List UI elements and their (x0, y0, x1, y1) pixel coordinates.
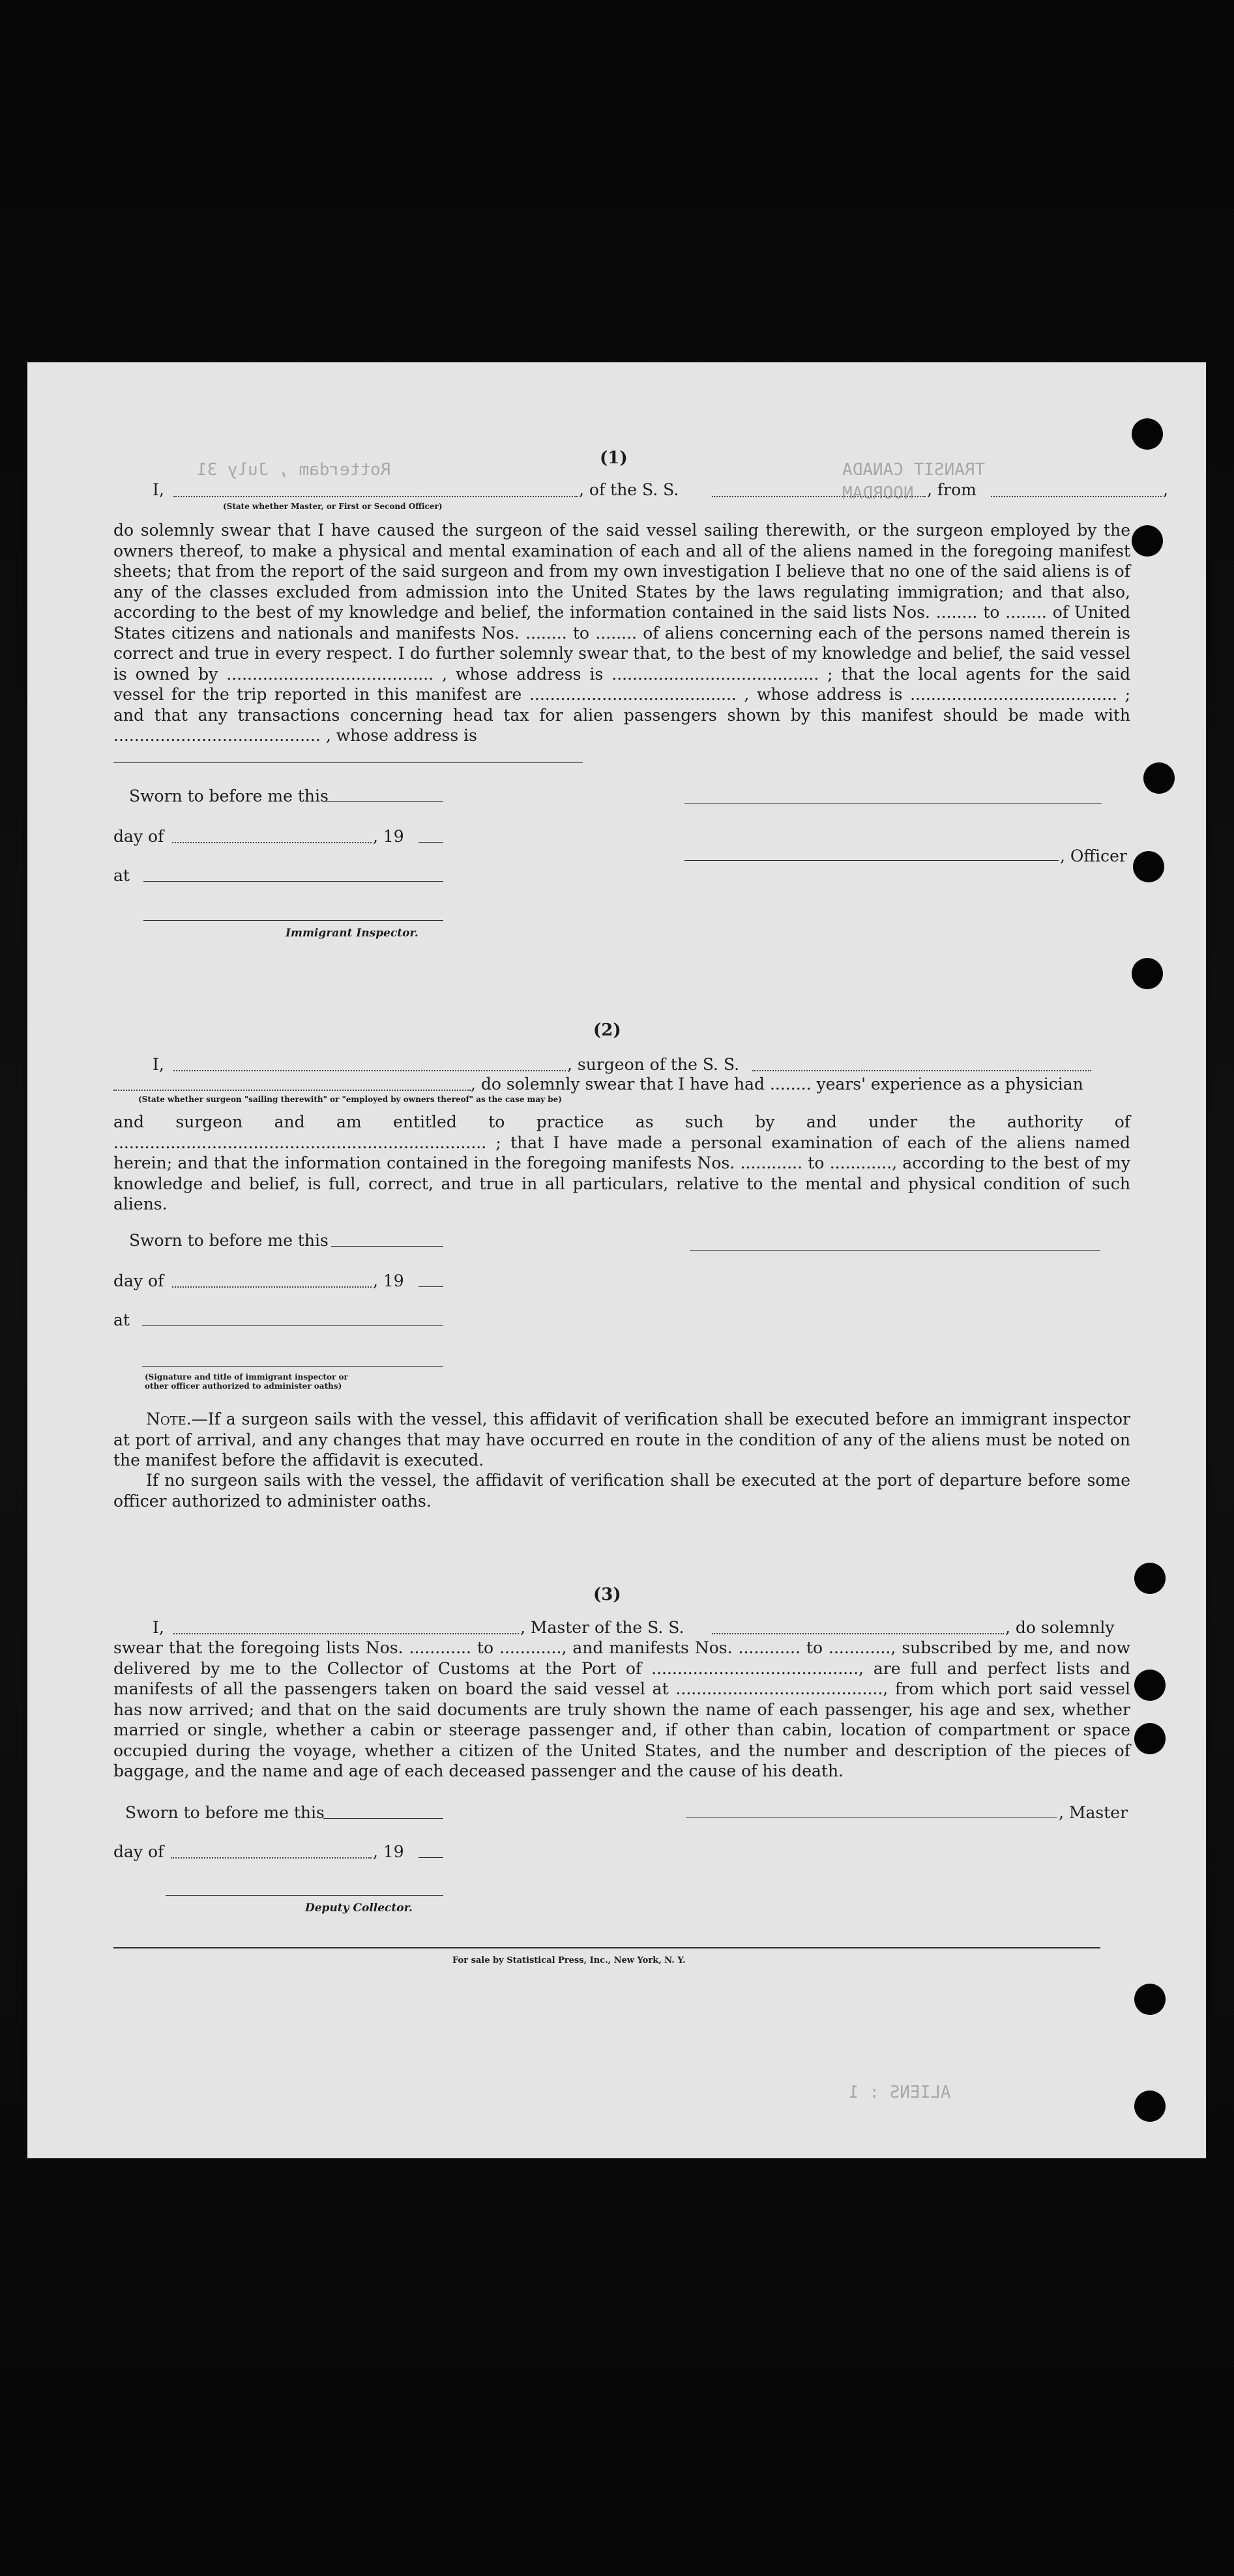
section-2-sig-caption-1: (Signature and title of immigrant inspector or (145, 1372, 348, 1382)
section-3-master-of: , Master of the S. S. (520, 1618, 684, 1637)
bleed-stamp-left: Rotterdam , July 31 (197, 460, 391, 480)
section-3-sworn-blank (323, 1818, 443, 1819)
bleed-stamp-right-2: NOORDAM (842, 484, 914, 503)
section-3-ship-blank (712, 1633, 1004, 1634)
section-3-deputy-line (166, 1895, 443, 1896)
section-2-note (113, 1409, 1130, 1471)
document-page (27, 362, 1206, 2158)
note-label: Note. (146, 1410, 192, 1428)
section-1-officer-line (684, 860, 1059, 861)
note-text-2: If no surgeon sails with the vessel, the affidavit of verification shall be executed at the port of departure before some officer authorized to administer oaths. (113, 1471, 1130, 1511)
section-3-name-blank (173, 1633, 519, 1634)
section-3-sworn: Sworn to before me this (125, 1803, 325, 1822)
section-3-i: I, (153, 1618, 164, 1637)
section-2-surgeon: , surgeon of the S. S. (567, 1055, 740, 1074)
section-1-at: at (113, 866, 130, 885)
section-1-port-blank (991, 496, 1162, 497)
section-3-year: , 19 (373, 1842, 404, 1861)
footer-rule (113, 1947, 1100, 1948)
punch-hole (1134, 1723, 1166, 1754)
bleed-stamp-bottom: ALIENS : 1 (849, 2083, 951, 2102)
section-1-sworn-blank (326, 801, 443, 802)
section-1-line1-end: , (1163, 480, 1168, 499)
section-1-body: do solemnly swear that I have caused the surgeon of the said vessel sailing therewith, or the surgeon employed by the owners thereof, to make a physical and mental examination of each and all of the aliens named in the foregoing manifest sheets; that from the report of the said surgeon and from my own investigation I believe that no one of the said aliens is of any of the classes excluded from admission into the United States by the laws regulating immigration; and that also, according to the best of my knowledge and belief, the information contained in the said lists Nos. ........ to ........ of United States citizens and nationals and manifests Nos. ........ to ........ of aliens concerning each of the persons named therein is correct and true in every respect. I do further solemnly swear that, to the best of my knowledge and belief, the said vessel is owned by ........................................ , whose address is ........................................ ; that the local agents for the said vessel for the trip reported in this manifest are ........................................ , whose address is ........................................ ; and that any transactions concerning head tax for alien passengers shown by this manifest should be made with ........................................ , whose address is (113, 521, 1130, 745)
section-1-body-end-rule (113, 762, 583, 763)
section-1-inspector-line (143, 920, 443, 921)
section-2-signature-line (142, 1366, 443, 1367)
section-1-at-blank (143, 881, 443, 882)
section-2-sworn-blank (331, 1246, 443, 1247)
section-2-ship-blank (752, 1070, 1091, 1071)
section-2-name-blank (173, 1070, 566, 1071)
punch-hole (1132, 525, 1163, 557)
section-1-ship-blank (712, 496, 926, 497)
section-3-day-of: day of (113, 1842, 164, 1861)
section-3-day-blank (171, 1857, 372, 1859)
punch-hole (1132, 958, 1163, 989)
bleed-stamp-right-1: TRANSIT CANADA (842, 460, 986, 480)
footer-printer: For sale by Statistical Press, Inc., New York, N. Y. (452, 1956, 686, 1965)
punch-hole (1143, 762, 1175, 794)
section-2-day-of: day of (113, 1271, 164, 1290)
section-2-status-blank (113, 1090, 471, 1091)
section-2-sworn: Sworn to before me this (129, 1231, 329, 1250)
section-2-line2: , do solemnly swear that I have had ........ years' experience as a physician (471, 1075, 1083, 1093)
section-2-caption: (State whether surgeon "sailing therewith" or "employed by owners thereof" as the case may be) (138, 1095, 562, 1104)
section-2-year-blank (419, 1286, 443, 1287)
punch-hole (1132, 418, 1163, 450)
section-2-number: (2) (593, 1020, 621, 1040)
section-1-name-blank (173, 496, 578, 497)
section-2-body: and surgeon and am entitled to practice as such by and under the authority of ........................................................................ ; that I have made a personal examination of each of the aliens named herein; and that the information contained in the foregoing manifests Nos. ............ to ............, according to the best of my knowledge and belief, is full, correct, and true in all particulars, relative to the mental and physical condition of such aliens. (113, 1112, 1130, 1213)
section-1-officer: , Officer (1060, 847, 1127, 865)
section-2-surgeon-signature-line (690, 1250, 1100, 1251)
punch-hole (1134, 1563, 1166, 1594)
section-1-i: I, (153, 480, 164, 499)
punch-hole (1133, 851, 1164, 882)
section-1-day-of: day of (113, 827, 164, 846)
section-3-master: , Master (1059, 1803, 1128, 1822)
note-text-1: —If a surgeon sails with the vessel, this affidavit of verification shall be executed before an immigrant inspector at port of arrival, and any changes that may have occurred en route in the condition of any of the aliens must be noted on the manifest before the affidavit is executed. (113, 1410, 1130, 1469)
section-1-year-blank (419, 842, 443, 843)
punch-hole (1134, 1984, 1166, 2015)
section-3-body: swear that the foregoing lists Nos. ............ to ............, and manifests Nos. ............ to ............, subscribed by me, and now delivered by me to the Collector of Customs at the Port of ........................................, are full and perfect lists and manifests of all the passengers taken on board the said vessel at ........................................, from which port said vessel has now arrived; and that on the said documents are truly shown the name of each passenger, his age and sex, whether married or single, whether a cabin or steerage passenger and, if other than cabin, location of compartment or space occupied during the voyage, whether a citizen of the United States, and the number and description of the pieces of baggage, and the name and age of each deceased passenger and the cause of his death. (113, 1638, 1130, 1780)
section-3-deputy: Deputy Collector. (305, 1902, 413, 1915)
section-1-sworn: Sworn to before me this (129, 787, 329, 805)
section-1-from: , from (927, 480, 977, 499)
section-1-of-ss: , of the S. S. (579, 480, 679, 499)
punch-hole (1134, 1670, 1166, 1701)
section-1-caption: (State whether Master, or First or Second Officer) (223, 502, 443, 511)
punch-hole (1134, 2091, 1166, 2122)
section-2-at: at (113, 1310, 130, 1329)
section-1-number: (1) (600, 448, 628, 468)
section-1-inspector: Immigrant Inspector. (286, 927, 419, 940)
section-2-at-blank (142, 1325, 443, 1326)
section-2-i: I, (153, 1055, 164, 1074)
section-1-day-blank (172, 842, 372, 843)
section-2-day-blank (172, 1286, 372, 1288)
section-3-swear: , do solemnly (1005, 1618, 1115, 1637)
section-2-year: , 19 (373, 1271, 404, 1290)
section-3-year-blank (419, 1857, 443, 1858)
section-1-year: , 19 (373, 827, 404, 846)
section-3-number: (3) (593, 1585, 621, 1604)
section-2-note-2 (113, 1470, 1130, 1511)
section-2-sig-caption-2: other officer authorized to administer oaths) (145, 1382, 342, 1391)
